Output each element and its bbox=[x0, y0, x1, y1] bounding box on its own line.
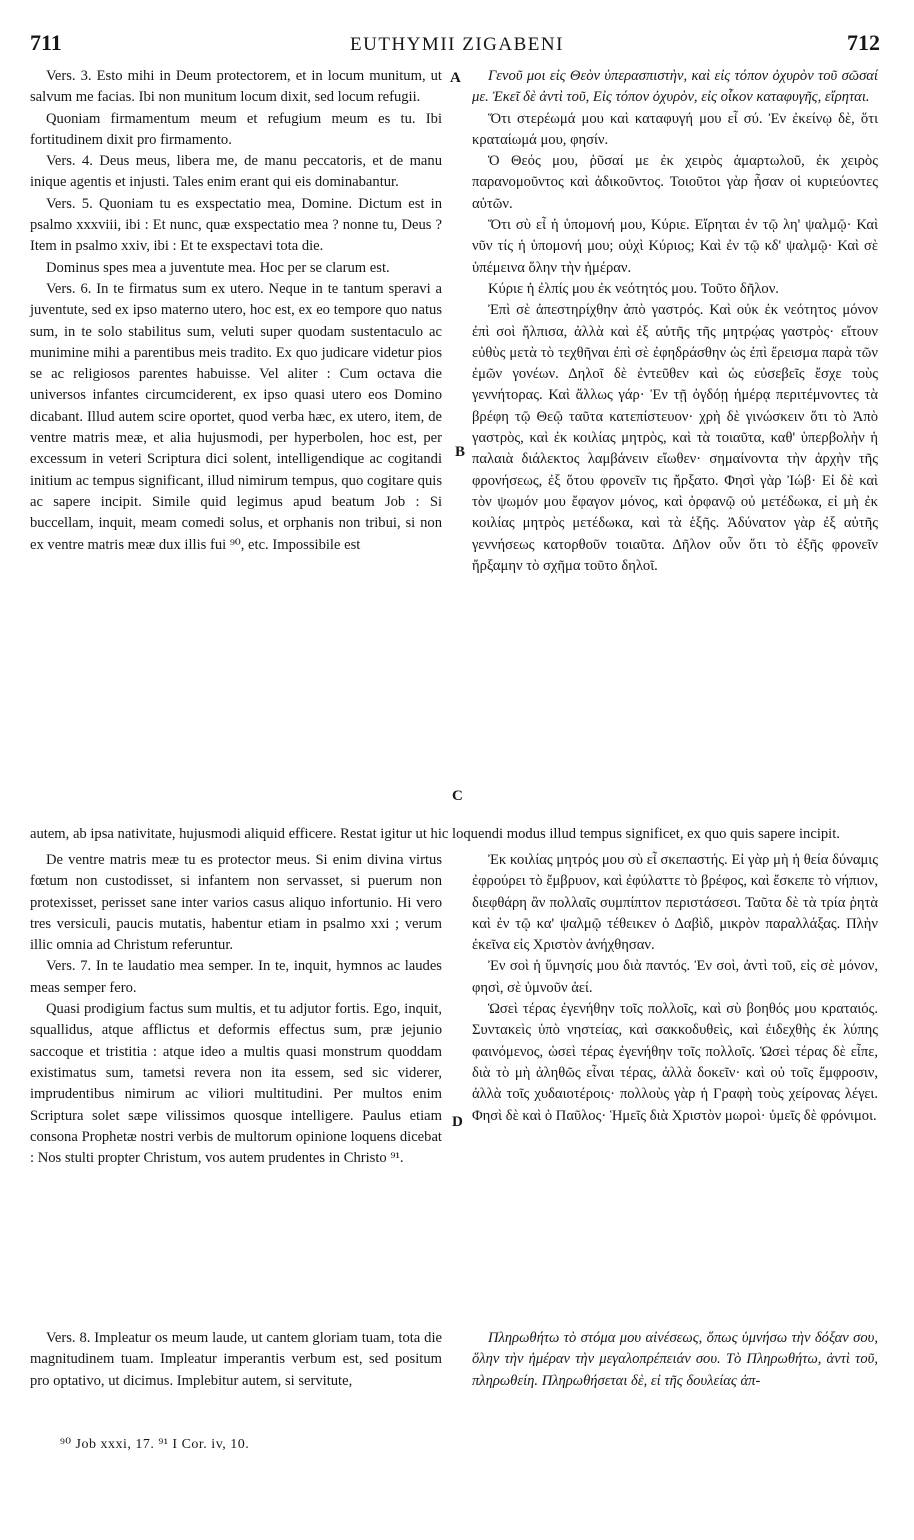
greek-paragraph: Ὅτι στερέωμά μου καὶ καταφυγή μου εἶ σύ. Ἐν ἐκείνῳ δὲ, ὅτι κραταίωμά μου, φησίν. bbox=[472, 110, 878, 148]
page-header bbox=[0, 30, 914, 60]
latin-column-upper bbox=[30, 66, 442, 556]
latin-paragraph: Vers. 8. Impleatur os meum laude, ut cantem gloriam tuam, tota die magnitudinem tuam. Impleatur imperantis verbum est, sed positum pro optativo, ut dicimus. Implebitur autem, si servitute, bbox=[30, 1330, 442, 1389]
margin-letter-b: B bbox=[455, 444, 466, 460]
latin-column-middle bbox=[30, 850, 442, 1169]
latin-paragraph: De ventre matris meæ tu es protector meus. Si enim divina virtus fœtum non custodisset, si infantem non servasset, si puerum non protexisset, perisset sane inter varios casus aliquo infortunio. Hi vero tres versiculi, paucis mutatis, habentur etiam in psalmo xxi ; verum illic omnia ad Christum referuntur. bbox=[30, 852, 442, 954]
greek-paragraph: Γενοῦ μοι εἰς Θεὸν ὑπερασπιστὴν, καὶ εἰς τόπον ὀχυρὸν τοῦ σῶσαί με. Ἐκεῖ δὲ ἀντὶ τοῦ, Εἰς τόπον ὀχυρὸν, εἰς οἶκον καταφυγῆς, εἴρηται. bbox=[472, 68, 878, 106]
greek-paragraph: Ὡσεὶ τέρας ἐγενήθην τοῖς πολλοῖς, καὶ σὺ βοηθός μου κραταιός. Συντακεὶς ὑπὸ νηστείας, καὶ σακκοδυθεὶς, καὶ ἐιδεχθὴς ἐκ λύπης φαινόμενος, ὡσεὶ τέρας ἐγενήθην τοῖς πολλοῖς. Ὡσεὶ τέρας δὲ εἶπε, διὰ τὸ μὴ ἀληθῶς εἶναι τέρας, ἀλλὰ δοκεῖν· καὶ οὐ τοῖς ἔμφροσιν, ἀλλὰ τοῖς χυδαιοτέροις· πολλοὺς γὰρ ἡ Γραφὴ τοὺς χείρονας λέγει. Φησὶ δὲ καὶ ὁ Παῦλος· Ἡμεῖς διὰ Χριστὸν μωροὶ· ὑμεῖς δὲ φρόνιμοι. bbox=[472, 1001, 878, 1124]
bridge-text: autem, ab ipsa nativitate, hujusmodi aliquid efficere. Restat igitur ut hic loquendi modus illud tempus significet, ex quo quis sapere incipit. bbox=[30, 826, 840, 842]
margin-letter-a: A bbox=[450, 70, 461, 86]
latin-paragraph: Vers. 5. Quoniam tu es exspectatio mea, Domine. Dictum est in psalmo xxxviii, ibi : Et nunc, quæ exspectatio mea ? nonne tu, Deus ? Item in psalmo xxiv, ibi : Et te exspectavi tota die. bbox=[30, 195, 442, 255]
greek-paragraph: Κύριε ἡ ἐλπίς μου ἐκ νεότητός μου. Τοῦτο δῆλον. bbox=[488, 280, 779, 297]
page-number-right: 712 bbox=[847, 30, 880, 55]
latin-column-lower bbox=[30, 1328, 442, 1392]
greek-paragraph: Ὅτι σὺ εἶ ἡ ὑπομονή μου, Κύριε. Εἴρηται ἐν τῷ λη' ψαλμῷ· Καὶ νῦν τίς ἡ ὑπομονή μου; οὐχὶ Κύριος; Καὶ ἐν τῷ κδ' ψαλμῷ· Καὶ σὲ ὑπέμεινα ὅλην τὴν ἡμέραν. bbox=[472, 217, 878, 276]
latin-paragraph: Vers. 4. Deus meus, libera me, de manu peccatoris, et de manu inique agentis et injusti. Tales enim erant qui eis dominabantur. bbox=[30, 153, 442, 191]
running-title: EUTHYMII ZIGABENI bbox=[350, 34, 564, 55]
greek-paragraph: Πληρωθήτω τὸ στόμα μου αἰνέσεως, ὅπως ὑμνήσω τὴν δόξαν σου, ὅλην τὴν ἡμέραν τὴν μεγαλοπρέπειάν σου. Τὸ Πληρωθήτω, ἀντὶ τοῦ, πληρωθείη. Πληρωθήσεται δὲ, εἰ τῆς δουλείας ἀπ- bbox=[472, 1330, 878, 1389]
latin-paragraph: Vers. 7. In te laudatio mea semper. In te, inquit, hymnos ac laudes meas semper fero. bbox=[30, 958, 442, 996]
margin-letter-d: D bbox=[452, 1114, 463, 1130]
greek-column-lower bbox=[472, 1328, 878, 1392]
greek-column-middle bbox=[472, 850, 878, 1127]
margin-letter-c: C bbox=[452, 788, 463, 804]
latin-paragraph: Vers. 6. In te firmatus sum ex utero. Neque in te tantum speravi a juventute, sed ex ipso materno utero, hoc est, ex eo tempore quo natus sum, in te solo stabilitus sum, veluti super quodam sustentaculo ac munimine mihi a parentibus meis tradito. Ex quo judicare videtur pios se ac religiosos parentes habuisse. Vel aliter : Cum octava die universos infantes circumciderent, ex ipso quasi utero eos Domino dicabant. Illud autem scire oportet, quod verba hæc, ex utero, item, de ventre matris meæ, et alia hujusmodi, per hyperbolen, hoc est, per excessum in veteri Scriptura dici solent, intelligendique ac cogitandi initium ac tempus significant, illud nimirum tempus, quo cogitare quis ac sapere incipit. Simile quid legimus apud beatum Job : Si buccellam, inquit, meam comedi solus, et orphanis non tribui, si non ex ventre matris meæ dux illis fui ⁹⁰, etc. Impossibile est bbox=[30, 280, 442, 553]
latin-paragraph: Dominus spes mea a juventute mea. Hoc per se clarum est. bbox=[46, 259, 390, 276]
latin-paragraph: Quoniam firmamentum meum et refugium meum es tu. Ibi fortitudinem dixit pro firmamento. bbox=[30, 110, 442, 148]
footnotes: ⁹⁰ Job xxxi, 17. ⁹¹ I Cor. iv, 10. bbox=[60, 1437, 250, 1452]
latin-paragraph: Quasi prodigium factus sum multis, et tu adjutor fortis. Ego, inquit, squallidus, atque afflictus et deformis effectus sum, præ jejunio saccoque et tristitia : atque ideo a multis quasi monstrum quoddam existimatus sum, tametsi revera non ita essem, sed sic viderer, imprudentibus nimirum ac viliori multitudini. Per multos enim Scriptura solet sæpe vilissimos quosque intelligere. Paulus etiam consona Prophetæ nostri verbis de multorum opinione loquens dicebat : Nos stulti propter Christum, vos autem prudentes in Christo ⁹¹. bbox=[30, 1001, 442, 1167]
greek-column-upper bbox=[472, 66, 878, 577]
page-number-left: 711 bbox=[30, 30, 62, 55]
greek-paragraph: Ἐκ κοιλίας μητρός μου σὺ εἶ σκεπαστής. Εἰ γὰρ μὴ ἡ θεία δύναμις ἐφρούρει τὸ ἔμβρυον, καὶ ἐφύλαττε τὸ βρέφος, καὶ ἔσκεπε τὸ νήπιον, διεφθάρη ἂν πολλαῖς συμπίπτον περιστάσεσι. Ταῦτα δὲ τὰ τρία ῥητὰ καὶ ἐν τῷ κα' ψαλμῷ τέθεικεν ὁ Δαβὶδ, μικρὸν παραλλάξας. Πλὴν ἐκεῖνα εἰς Χριστὸν ἀνήχθησαν. bbox=[472, 852, 878, 954]
greek-paragraph: Ὁ Θεός μου, ῥῦσαί με ἐκ χειρὸς ἁμαρτωλοῦ, ἐκ χειρὸς παρανομοῦντος καὶ ἀδικοῦντος. Τοιοῦτοι γὰρ ἦσαν οἱ κυριεύοντες αὐτῶν. bbox=[472, 153, 878, 212]
latin-paragraph: Vers. 3. Esto mihi in Deum protectorem, et in locum munitum, ut salvum me facias. Ibi non munitum locum dixit, sed locum refugii. bbox=[30, 68, 442, 106]
greek-paragraph: Ἐπὶ σὲ ἀπεστηρίχθην ἀπὸ γαστρός. Καὶ οὐκ ἐκ νεότητος μόνον ἐπὶ σοὶ ἤλπισα, ἀλλὰ καὶ ἐξ αὐτῆς τῆς μητρῴας γαστρὸς· εἴτουν εὐθὺς μετὰ τὸ τεχθῆναι ἐπὶ σὲ ἐφηδράσθην ὡς ἐπὶ ἔρεισμα παρὰ τῶν ἐμῶν γονέων. Δηλοῖ δὲ ἐντεῦθεν καὶ ὡς εὐσεβεῖς ἔσχε τοὺς γεννήτορας. Καὶ ἄλλως γάρ· Ἐν τῇ ὀγδόῃ ἡμέρᾳ περιτέμνοντες τὰ βρέφη τῷ Θεῷ ταῦτα κατεπίστευον· χρὴ δὲ γινώσκειν ὅτι τὸ Ἀπὸ γαστρὸς, καὶ ἐκ κοιλίας μητρὸς, καὶ τὰ τοιαῦτα, καθ' ὑπερβολὴν ἡ παλαιὰ διάλεκτος λαμβάνειν εἴωθεν· σημαίνοντα τὴν ἀρχὴν τῆς φρονήσεως, ἐξ ὅτου φρονεῖν τις ἤρξατο. Φησὶ γὰρ Ἰώβ· Εἰ δὲ καὶ τὸν ψωμόν μου ἔφαγον μόνος, καὶ ὀρφανῷ οὐ μετέδωκα, εἰ μὴ ἐκ κοιλίας μητρὸς μετέδωκα, καὶ τὰ ἑξῆς. Ἀδύνατον γὰρ ἐξ αὐτῆς γεννήσεως κατορθοῦν τοιαῦτα. Δῆλον οὖν ὅτι τὸ ἐξῆς φρονεῖν ἤρξαμην τὸ σχῆμα τοῦτο δηλοῖ. bbox=[472, 302, 878, 574]
greek-paragraph: Ἐν σοὶ ἡ ὕμνησίς μου διὰ παντός. Ἐν σοὶ, ἀντὶ τοῦ, εἰς σὲ μόνον, φησὶ, σὲ ὑμνοῦν ἀεί. bbox=[472, 958, 878, 996]
full-width-bridge-line bbox=[30, 824, 878, 845]
